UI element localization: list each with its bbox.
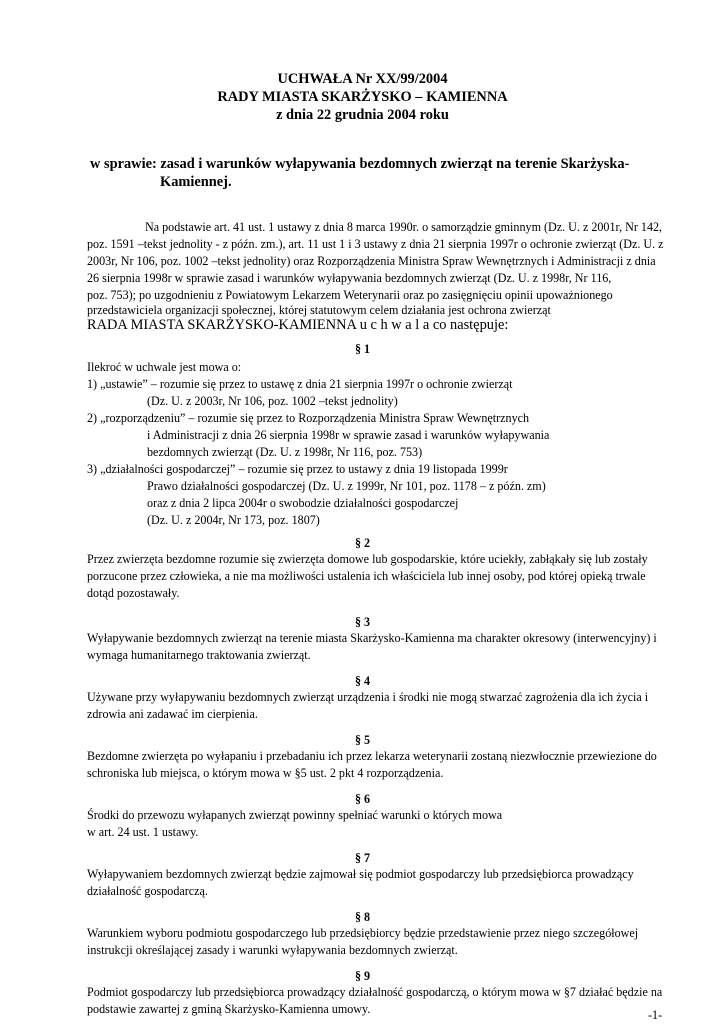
section-heading: § 1: [354, 342, 371, 356]
section-line: Ilekroć w uchwale jest mowa o:: [87, 360, 242, 374]
preamble-line: 2003r, Nr 106, poz. 1002 –tekst jednolity) oraz Rozporządzenia Ministra Spraw Wewnętrznych i Administracji z dnia: [87, 254, 656, 268]
resolution-clause: RADA MIASTA SKARŻYSKO-KAMIENNA u c h w a l a co następuje:: [87, 317, 509, 333]
preamble-line: Na podstawie art. 41 ust. 1 ustawy z dnia 8 marca 1990r. o samorządzie gminnym (Dz. U. z 2001r, Nr 142,: [145, 220, 663, 234]
section-line: Wyłapywaniem bezdomnych zwierząt będzie zajmował się podmiot gospodarczy lub przedsiębiorca prowadzący: [87, 867, 634, 881]
section-line: w art. 24 ust. 1 ustawy.: [87, 825, 199, 839]
section-line: Warunkiem wyboru podmiotu gospodarczego lub przedsiębiorcy będzie przedstawienie przez niego szczegółowej: [87, 926, 639, 940]
section-heading: § 4: [354, 674, 371, 688]
section-heading: § 9: [354, 969, 371, 983]
section-line: bezdomnych zwierząt (Dz. U. z 1998r, Nr 116, poz. 753): [147, 445, 423, 459]
council-name: RADY MIASTA SKARŻYSKO – KAMIENNA: [217, 89, 508, 105]
preamble-line: 26 sierpnia 1998r w sprawie zasad i warunków wyłapywania bezdomnych zwierząt (Dz. U. z 1998r, Nr 116,: [87, 271, 612, 285]
section-line: schroniska lub miejsca, o którym mowa w §5 ust. 2 pkt 4 rozporządzenia.: [87, 766, 444, 780]
section-heading: § 3: [354, 615, 371, 629]
section-line: Używane przy wyłapywaniu bezdomnych zwierząt urządzenia i środki nie mogą stwarzać zagrożenia dla ich życia i: [87, 690, 649, 704]
section-line: Środki do przewozu wyłapanych zwierząt powinny spełniać warunki o których mowa: [87, 808, 503, 822]
section-line: porzucone przez człowieka, a nie ma możliwości ustalenia ich właściciela lub innej osoby, pod której opieką trwale: [87, 569, 646, 583]
section-line: (Dz. U. z 2004r, Nr 173, poz. 1807): [147, 513, 320, 527]
resolution-date: z dnia 22 grudnia 2004 roku: [276, 107, 449, 123]
section-line: Bezdomne zwierzęta po wyłapaniu i przebadaniu ich przez lekarza weterynarii zostaną niezwłocznie przewiezione do: [87, 749, 657, 763]
resolution-title: UCHWAŁA Nr XX/99/2004: [277, 71, 448, 87]
preamble-line: przedstawiciela organizacji społecznej, której statutowym celem działania jest ochrona zwierząt: [87, 303, 551, 317]
preamble-line: poz. 1591 –tekst jednolity - z późn. zm.), art. 11 ust 1 i 3 ustawy z dnia 21 sierpnia 1997r o ochronie zwierząt (Dz. U. z: [87, 237, 664, 251]
subject-line-1: w sprawie: zasad i warunków wyłapywania bezdomnych zwierząt na terenie Skarżyska-: [90, 156, 630, 172]
preamble-line: poz. 753); po uzgodnieniu z Powiatowym Lekarzem Weterynarii oraz po zasięgnięciu opinii upoważnionego: [87, 288, 613, 302]
section-line: zdrowia ani zadawać im cierpienia.: [87, 707, 258, 721]
section-line: instrukcji określającej zasady i warunki wyłapywania bezdomnych zwierząt.: [87, 943, 458, 957]
section-heading: § 2: [354, 536, 371, 550]
section-line: Podmiot gospodarczy lub przedsiębiorca prowadzący działalność gospodarczą, o którym mowa w §7 działać będzie na: [87, 985, 663, 999]
section-line: i Administracji z dnia 26 sierpnia 1998r w sprawie zasad i warunków wyłapywania: [147, 428, 550, 442]
section-heading: § 5: [354, 733, 371, 747]
section-line: Przez zwierzęta bezdomne rozumie się zwierzęta domowe lub gospodarskie, które uciekły, zabłąkały się lub zostały: [87, 552, 648, 566]
section-line: Prawo działalności gospodarczej (Dz. U. z 1999r, Nr 101, poz. 1178 – z późn. zm): [147, 479, 546, 493]
section-line: podstawie zawartej z gminą Skarżysko-Kamienna umowy.: [87, 1002, 371, 1016]
section-line: dotąd pozostawały.: [87, 586, 180, 600]
section-line: wymaga humanitarnego traktowania zwierząt.: [87, 648, 311, 662]
subject-line-2: Kamiennej.: [160, 174, 232, 190]
section-heading: § 7: [354, 851, 371, 865]
section-line: 3) „działalności gospodarczej” – rozumie się przez to ustawy z dnia 19 listopada 1999r: [87, 462, 508, 476]
page-number: -1-: [648, 1008, 663, 1022]
section-line: (Dz. U. z 2003r, Nr 106, poz. 1002 –tekst jednolity): [147, 394, 398, 408]
section-line: działalność gospodarczą.: [87, 884, 208, 898]
section-line: Wyłapywanie bezdomnych zwierząt na terenie miasta Skarżysko-Kamienna ma charakter okresowy (interwencyjny) i: [87, 631, 657, 645]
section-line: 1) „ustawie” – rozumie się przez to ustawę z dnia 21 sierpnia 1997r o ochronie zwierząt: [87, 377, 513, 391]
section-heading: § 6: [354, 792, 371, 806]
section-line: 2) „rozporządzeniu” – rozumie się przez to Rozporządzenia Ministra Spraw Wewnętrznych: [87, 411, 530, 425]
section-line: oraz z dnia 2 lipca 2004r o swobodzie działalności gospodarczej: [147, 496, 459, 510]
section-heading: § 8: [354, 910, 371, 924]
